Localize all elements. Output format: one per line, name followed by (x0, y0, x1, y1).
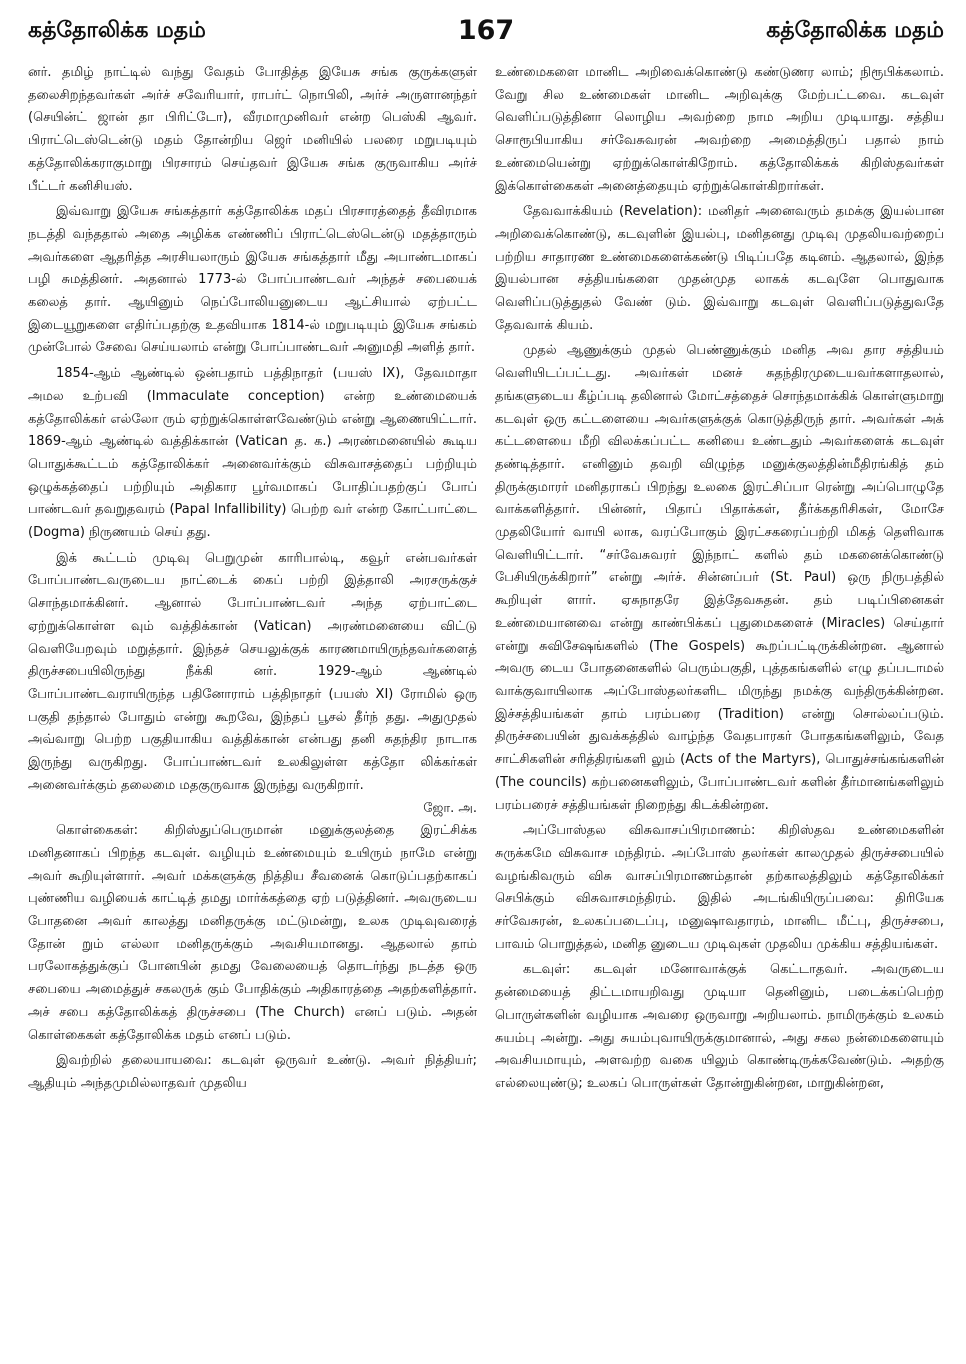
paragraph: இவற்றில் தலையாயவை: கடவுள் ஒருவர் உண்டு. அவர் நித்தியர்; ஆதியும் அந்தமுமில்லாதவர் முதலிய (28, 1053, 477, 1091)
paragraph: உண்மைகளை மானிட அறிவைக்கொண்டு கண்டுணர லாம்; நிரூபிக்கலாம். வேறு சில உண்மைகள் மானிட அறிவுக்கு மேற்பட்டவை. கடவுள் வெளிப்படுத்தினா லொழிய அவற்றை நாம அறிய முடியாது. சத்திய சொரூபியாகிய சர்வேசுவரன் அவற்றை அமைத்திருப் பதால் நாம் உண்மையென்று ஏற்றுக்கொள்கிறோம். கத்தோலிக்கக் கிறிஸ்தவர்கள் இக்கொள்கைகள் அனைத்தையும் ஏற்றுக்கொள்கிறார்கள். (495, 65, 944, 194)
running-head-right-title: கத்தோலிக்க மதம் (766, 18, 944, 43)
paragraph: இவ்வாறு இயேசு சங்கத்தார் கத்தோலிக்க மதப் பிரசாரத்தைத் தீவிரமாக நடத்தி வந்ததால் அதை அழிக்க எண்ணிப் பிராட்டெஸ்டென்டு மதத்தாரும் அவர்களை ஆதரித்த அரசியலாரும் இயேசு சங்கத்தார் மீது அபாண்டமாகப் பழி சுமத்தினர். அதனால் 1773-ல் போப்பாண்டவர் அந்தச் சபையைக் கலைத் தார். ஆயினும் நெப்போலியனுடைய ஆட்சியால் ஏற்பட்ட இடையூறுகளை எதிர்ப்பதற்கு உதவியாக 1814-ல் மறுபடியும் இயேசு சங்கம் முன்போல் சேவை செய்யலாம் என்று போப்பாண்டவர் அனுமதி அளித் தார். (28, 204, 477, 356)
paragraph: கடவுள்: கடவுள் மனோவாக்குக் கெட்டாதவர். அவருடைய தன்மையைத் திட்டமாயறிவது முடியா தெனினும், படைக்கப்பெற்ற பொருள்களின் வழியாக அவரை ஒருவாறு அறியலாம். நாமிருக்கும் உலகம் சுயம்பு அன்று. அது சுயம்புவாயிருக்குமானால், அது சகல நன்மைகளையும் அவசியமாயும், அளவற்ற வகை யிலும் கொண்டிருக்கவேண்டும். அதற்கு எல்லையுண்டு; உலகப் பொருள்கள் தோன்றுகின்றன, மாறுகின்றன, (495, 962, 944, 1091)
left-column (28, 62, 477, 1096)
running-head (28, 16, 944, 62)
paragraph: அப்போஸ்தல விசுவாசப்பிரமாணம்: கிறிஸ்தவ உண்மைகளின் சுருக்கமே விசுவாச மந்திரம். அப்போஸ் தலர்கள் காலமுதல் திருச்சபையில் வழங்கிவரும் விசு வாசப்பிரமாணம்தான் தற்காலத்திலும் கத்தோலிக்கர் செபிக்கும் விசுவாசமந்திரம். இதில் அடங்கியிருப்பவை: திரியேக சர்வேசுரன், உலகப்படைப்பு, மனுஷாவதாரம், மானிட மீட்பு, திருச்சபை, பாவம் பொறுத்தல், மனித னுடைய முடிவுகள் முதலிய முக்கிய சத்தியங்கள். (495, 823, 944, 952)
paragraph: தேவவாக்கியம் (Revelation): மனிதர் அனைவரும் தமக்கு இயல்பான அறிவைக்கொண்டு, கடவுளின் இயல்பு, மனிதனது முடிவு முதலியவற்றைப் பற்றிய சாதாரண உண்மைகளைக்கண்டு பிடிப்பதே கடினம். ஆதலால், இந்த இயல்பான சத்தியங்களை முதன்முத லாகக் கடவுளே பொதுவாக வெளிப்படுத்துதல் வேண் டும். இவ்வாறு கடவுள் வெளிப்படுத்துவதே தேவவாக் கியம். (495, 204, 944, 333)
page-number: 167 (457, 15, 515, 46)
text-columns (28, 62, 944, 1096)
paragraph: முதல் ஆணுக்கும் முதல் பெண்ணுக்கும் மனித அவ தார சத்தியம் வெளியிடப்பட்டது. அவர்கள் மனச் சுதந்திரமுடையவர்களாதலால், தங்களுடைய கீழ்ப்படி தலினால் மோட்சத்தைச் சொந்தமாக்கிக் கொள்ளுமாறு கடவுள் ஒரு கட்டளையை அவர்களுக்குக் கொடுத்திருந் தார். அவர்கள் அக் கட்டளையை மீறி விலக்கப்பட்ட கனியை உண்டதும் அவர்களைக் கடவுள் தண்டித்தார். எனினும் தவறி விழுந்த மனுக்குலத்தின்மீதிரங்கித் தம் திருக்குமாரர் மனிதராகப் பிறந்து உலகை இரட்சிப்பா ரென்று அப்பொழுதே வாக்களித்தார். பின்னர், பிதாப் பிதாக்கள், தீர்க்கதரிசிகள், மோசே முதலியோர் வாயி லாக, வரப்போகும் இரட்சகரைப்பற்றி மிகத் தெளிவாக வெளியிட்டார். “சர்வேசுவரர் இந்நாட் களில் தம் மகனைக்கொண்டு பேசியிருக்கிறார்” என்று அர்ச். சின்னப்பர் (St. Paul) ஒரு நிருபத்தில் கூறியுள் ளார். ஏசுநாதரே இத்தேவசுதன். தம் படிப்பினைகள் உண்மையானவை என்று காண்பிக்கப் புதுமைகளைச் (Miracles) செய்தார் என்று சுவிசேஷங்களில் (The Gospels) கூறப்பட்டிருக்கின்றன. ஆனால் அவரு டைய போதனைகளில் பெரும்பகுதி, புத்தகங்களில் எழு தப்படாமல் வாக்குவாயிலாக அப்போஸ்தலர்களிட மிருந்து நமக்கு வந்திருக்கின்றன. இச்சத்தியங்கள் தாம் பரம்பரை (Tradition) என்று சொல்லப்படும். திருச்சபையின் துவக்கத்தில் வாழ்ந்த வேதபாரகர் போதகங்களிலும், வேத சாட்சிகளின் சரித்திரங்களி லும் (Acts of the Martyrs), பொதுச்சங்கங்களின் (The councils) கற்பனைகளிலும், போப்பாண்டவர் களின் தீர்மானங்களிலும் பரம்பரைச் சத்தியங்கள் நிறைந்து கிடக்கின்றன. (495, 343, 944, 813)
right-column (495, 62, 944, 1096)
running-head-left-title: கத்தோலிக்க மதம் (28, 18, 206, 43)
paragraph: னர். தமிழ் நாட்டில் வந்து வேதம் போதித்த இயேசு சங்க குருக்களுள் தலைசிறந்தவர்கள் அர்ச் சவேரியார், ராபர்ட் நொபிலி, அர்ச் அருளானந்தர் (செயின்ட் ஜான் தா பிரிட்டோ), வீரமாமுனிவர் என்ற பெஸ்கி ஆவர். பிராட்டெஸ்டென்டு மதம் தோன்றிய ஜெர் மனியில் பலரை மறுபடியும் கத்தோலிக்கராகுமாறு பிரசாரம் செய்தவர் இயேசு சங்க குருவாகிய அர்ச் பீட்டர் கனிசியஸ். (28, 65, 477, 194)
paragraph: இக் கூட்டம் முடிவு பெறுமுன் காரிபால்டி, கவூர் என்பவர்கள் போப்பாண்டவருடைய நாட்டைக் கைப் பற்றி இத்தாலி அரசருக்குச் சொந்தமாக்கினர். ஆனால் போப்பாண்டவர் அந்த ஏற்பாட்டை ஏற்றுக்கொள்ள வும் வத்திக்கான் (Vatican) அரண்மனையை விட்டு வெளியேறவும் மறுத்தார். இந்தச் செயலுக்குக் காரணமாயிருந்தவர்களைத் திருச்சபையிலிருந்து நீக்கி னர். 1929-ஆம் ஆண்டில் போப்பாண்டவராயிருந்த பதினோராம் பத்திநாதர் (பயஸ் XI) ரோமில் ஒரு பகுதி தந்தால் போதும் என்று கூறவே, இந்தப் பூசல் தீர்ந் தது. அதுமுதல் அவ்வாறு பெற்ற பகுதியாகிய வத்திக்கான் என்பது தனி சுதந்திர நாடாக இருந்து வருகிறது. போப்பாண்டவர் உலகிலுள்ள கத்தோ லிக்கர்கள் அனைவர்க்கும் தலைமை மதகுருவாக இருந்து வருகிறார். (28, 550, 477, 793)
paragraph: 1854-ஆம் ஆண்டில் ஒன்பதாம் பத்திநாதர் (பயஸ் IX), தேவமாதா அமல உற்பவி (Immaculate conception) என்ற உண்மையைக் கத்தோலிக்கர் எல்லோ ரும் ஏற்றுக்கொள்ளவேண்டும் என்று ஆணையிட்டார். 1869-ஆம் ஆண்டில் வத்திக்கான் (Vatican த. க.) அரண்மனையில் கூடிய பொதுக்கூட்டம் கத்தோலிக்கர் அனைவர்க்கும் விசுவாசத்தைப் பற்றியும் ஒழுக்கத்தைப் பற்றியும் அதிகார பூர்வமாகப் போதிப்பதற்குப் போப் பாண்டவர் தவறுதவரம் (Papal Infallibility) பெற்ற வர் என்ற கோட்பாட்டை (Dogma) நிருணயம் செய் தது. (28, 366, 477, 541)
author-initials: ஜோ. அ. (423, 800, 477, 816)
paragraph: கொள்கைகள்: கிறிஸ்துப்பெருமான் மனுக்குலத்தை இரட்சிக்க மனிதனாகப் பிறந்த கடவுள். வழியும் உண்மையும் உயிரும் நாமே என்று அவர் கூறியுள்ளார். அவர் மக்களுக்கு நித்திய சீவனைக் கொடுப்பதற்காகப் புண்ணிய வழியைக் காட்டித் தமது மார்க்கத்தை ஏற் படுத்தினர். அவருடைய போதனை அவர் காலத்து மனிதருக்கு மட்டுமன்று, உலக முடிவுவரைத் தோன் றும் எல்லா மனிதருக்கும் அவசியமானது. ஆதலால் தாம் பரலோகத்துக்குப் போனபின் தமது வேலையைத் தொடர்ந்து நடத்த ஒரு சபையை அமைத்துச் சகலருக் கும் போதிக்கும் அதிகாரத்தை அதற்களித்தார். அச் சபை கத்தோலிக்கத் திருச்சபை (The Church) எனப் படும். அதன் கொள்கைகள் கத்தோலிக்க மதம் எனப் படும். (28, 823, 477, 1043)
